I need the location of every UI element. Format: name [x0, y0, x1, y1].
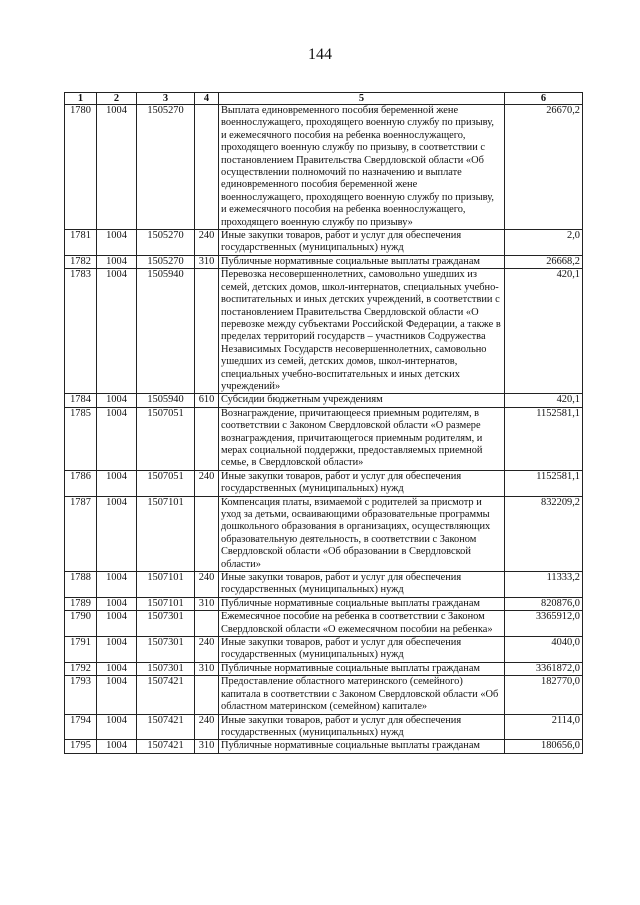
- column-header-3: 3: [137, 93, 195, 105]
- section-code: 1004: [97, 597, 137, 610]
- expense-kind-code: [195, 496, 219, 571]
- article-code: 1505270: [137, 230, 195, 256]
- item-name: Выплата единовременного пособия беременной жене военнослужащего, проходящего военную службу по призыву, и ежемесячного пособия на ребенка военнослужащего, проходящего военную службу по призыву, в соответствии с постановлением Правительства Свердловской области «Об осуществлении полномочий по назначению и выплате единовременного пособия беременной жене военнослужащего, проходящего военную службу по призыву, и ежемесячного пособия на ребенка военнослужащего, проходящего военную службу по призыву»: [219, 105, 505, 230]
- expense-kind-code: 240: [195, 572, 219, 598]
- table-body: [65, 105, 583, 754]
- article-code: 1505270: [137, 255, 195, 268]
- section-code: 1004: [97, 740, 137, 753]
- amount: 11333,2: [505, 572, 583, 598]
- section-code: 1004: [97, 269, 137, 394]
- expense-kind-code: 240: [195, 637, 219, 663]
- item-name: Публичные нормативные социальные выплаты гражданам: [219, 597, 505, 610]
- article-code: 1507301: [137, 662, 195, 675]
- expense-kind-code: 310: [195, 662, 219, 675]
- section-code: 1004: [97, 496, 137, 571]
- expense-kind-code: 310: [195, 255, 219, 268]
- item-name: Иные закупки товаров, работ и услуг для обеспечения государственных (муниципальных) нужд: [219, 470, 505, 496]
- expense-kind-code: [195, 676, 219, 714]
- item-name: Иные закупки товаров, работ и услуг для обеспечения государственных (муниципальных) нужд: [219, 572, 505, 598]
- amount: 1152581,1: [505, 407, 583, 470]
- table-row: [65, 714, 583, 740]
- section-code: 1004: [97, 255, 137, 268]
- article-code: 1507101: [137, 597, 195, 610]
- row-number: 1789: [65, 597, 97, 610]
- table-row: [65, 662, 583, 675]
- article-code: 1507051: [137, 407, 195, 470]
- section-code: 1004: [97, 470, 137, 496]
- section-code: 1004: [97, 407, 137, 470]
- row-number: 1788: [65, 572, 97, 598]
- expense-kind-code: [195, 611, 219, 637]
- column-header-5: 5: [219, 93, 505, 105]
- section-code: 1004: [97, 105, 137, 230]
- article-code: 1507421: [137, 714, 195, 740]
- section-code: 1004: [97, 611, 137, 637]
- amount: 3365912,0: [505, 611, 583, 637]
- table-row: [65, 394, 583, 407]
- table-row: [65, 676, 583, 714]
- row-number: 1784: [65, 394, 97, 407]
- article-code: 1505270: [137, 105, 195, 230]
- section-code: 1004: [97, 637, 137, 663]
- table-row: [65, 611, 583, 637]
- item-name: Публичные нормативные социальные выплаты гражданам: [219, 662, 505, 675]
- item-name: Публичные нормативные социальные выплаты гражданам: [219, 740, 505, 753]
- article-code: 1505940: [137, 269, 195, 394]
- expense-kind-code: 310: [195, 740, 219, 753]
- column-header-4: 4: [195, 93, 219, 105]
- expense-kind-code: 610: [195, 394, 219, 407]
- amount: 420,1: [505, 394, 583, 407]
- table-row: [65, 470, 583, 496]
- table-row: [65, 255, 583, 268]
- table-row: [65, 637, 583, 663]
- row-number: 1791: [65, 637, 97, 663]
- article-code: 1507421: [137, 740, 195, 753]
- amount: 832209,2: [505, 496, 583, 571]
- row-number: 1792: [65, 662, 97, 675]
- amount: 3361872,0: [505, 662, 583, 675]
- row-number: 1790: [65, 611, 97, 637]
- section-code: 1004: [97, 676, 137, 714]
- amount: 2114,0: [505, 714, 583, 740]
- expense-kind-code: 240: [195, 714, 219, 740]
- row-number: 1783: [65, 269, 97, 394]
- row-number: 1787: [65, 496, 97, 571]
- table-row: [65, 597, 583, 610]
- section-code: 1004: [97, 230, 137, 256]
- row-number: 1786: [65, 470, 97, 496]
- expense-kind-code: 240: [195, 230, 219, 256]
- item-name: Субсидии бюджетным учреждениям: [219, 394, 505, 407]
- table-row: [65, 269, 583, 394]
- row-number: 1781: [65, 230, 97, 256]
- amount: 2,0: [505, 230, 583, 256]
- article-code: 1505940: [137, 394, 195, 407]
- item-name: Компенсация платы, взимаемой с родителей за присмотр и уход за детьми, осваивающими образовательные программы дошкольного образования в организациях, осуществляющих образовательную деятельность, в соответствии с Законом Свердловской области «Об образовании в Свердловской области»: [219, 496, 505, 571]
- amount: 182770,0: [505, 676, 583, 714]
- expense-kind-code: [195, 269, 219, 394]
- item-name: Иные закупки товаров, работ и услуг для обеспечения государственных (муниципальных) нужд: [219, 230, 505, 256]
- amount: 180656,0: [505, 740, 583, 753]
- item-name: Вознаграждение, причитающееся приемным родителям, в соответствии с Законом Свердловской области «О размере вознаграждения, причитающегося приемным родителям, и мерах социальной поддержки, предоставляемых приемной семье, в Свердловской области»: [219, 407, 505, 470]
- item-name: Перевозка несовершеннолетних, самовольно ушедших из семей, детских домов, школ-интернатов, специальных учебно-воспитательных и иных детских учреждений, в соответствии с постановлением Правительства Свердловской области «О перевозке между субъектами Российской Федерации, а также в пределах территорий государств – участников Содружества Независимых Государств несовершеннолетних, самовольно ушедших из семей, детских домов, школ-интернатов, специальных учебно-воспитательных и иных детских учреждений»: [219, 269, 505, 394]
- section-code: 1004: [97, 572, 137, 598]
- table-row: [65, 230, 583, 256]
- item-name: Ежемесячное пособие на ребенка в соответствии с Законом Свердловской области «О ежемесячном пособии на ребенка»: [219, 611, 505, 637]
- section-code: 1004: [97, 714, 137, 740]
- item-name: Иные закупки товаров, работ и услуг для обеспечения государственных (муниципальных) нужд: [219, 637, 505, 663]
- table-row: [65, 105, 583, 230]
- row-number: 1780: [65, 105, 97, 230]
- section-code: 1004: [97, 662, 137, 675]
- table-row: [65, 572, 583, 598]
- column-header-2: 2: [97, 93, 137, 105]
- column-header-1: 1: [65, 93, 97, 105]
- row-number: 1785: [65, 407, 97, 470]
- article-code: 1507301: [137, 611, 195, 637]
- budget-table: [64, 92, 583, 754]
- article-code: 1507301: [137, 637, 195, 663]
- section-code: 1004: [97, 394, 137, 407]
- row-number: 1794: [65, 714, 97, 740]
- row-number: 1795: [65, 740, 97, 753]
- table-header: [65, 93, 583, 105]
- article-code: 1507101: [137, 496, 195, 571]
- article-code: 1507101: [137, 572, 195, 598]
- amount: 4040,0: [505, 637, 583, 663]
- row-number: 1793: [65, 676, 97, 714]
- item-name: Публичные нормативные социальные выплаты гражданам: [219, 255, 505, 268]
- header-row: [65, 93, 583, 105]
- article-code: 1507051: [137, 470, 195, 496]
- amount: 1152581,1: [505, 470, 583, 496]
- expense-kind-code: [195, 407, 219, 470]
- article-code: 1507421: [137, 676, 195, 714]
- amount: 420,1: [505, 269, 583, 394]
- table-row: [65, 407, 583, 470]
- amount: 26670,2: [505, 105, 583, 230]
- table-row: [65, 496, 583, 571]
- expense-kind-code: [195, 105, 219, 230]
- amount: 820876,0: [505, 597, 583, 610]
- row-number: 1782: [65, 255, 97, 268]
- expense-kind-code: 240: [195, 470, 219, 496]
- amount: 26668,2: [505, 255, 583, 268]
- item-name: Иные закупки товаров, работ и услуг для обеспечения государственных (муниципальных) нужд: [219, 714, 505, 740]
- column-header-6: 6: [505, 93, 583, 105]
- page-number: 144: [308, 46, 332, 63]
- expense-kind-code: 310: [195, 597, 219, 610]
- item-name: Предоставление областного материнского (семейного) капитала в соответствии с Законом Свердловской области «Об областном материнском (семейном) капитале»: [219, 676, 505, 714]
- table-row: [65, 740, 583, 753]
